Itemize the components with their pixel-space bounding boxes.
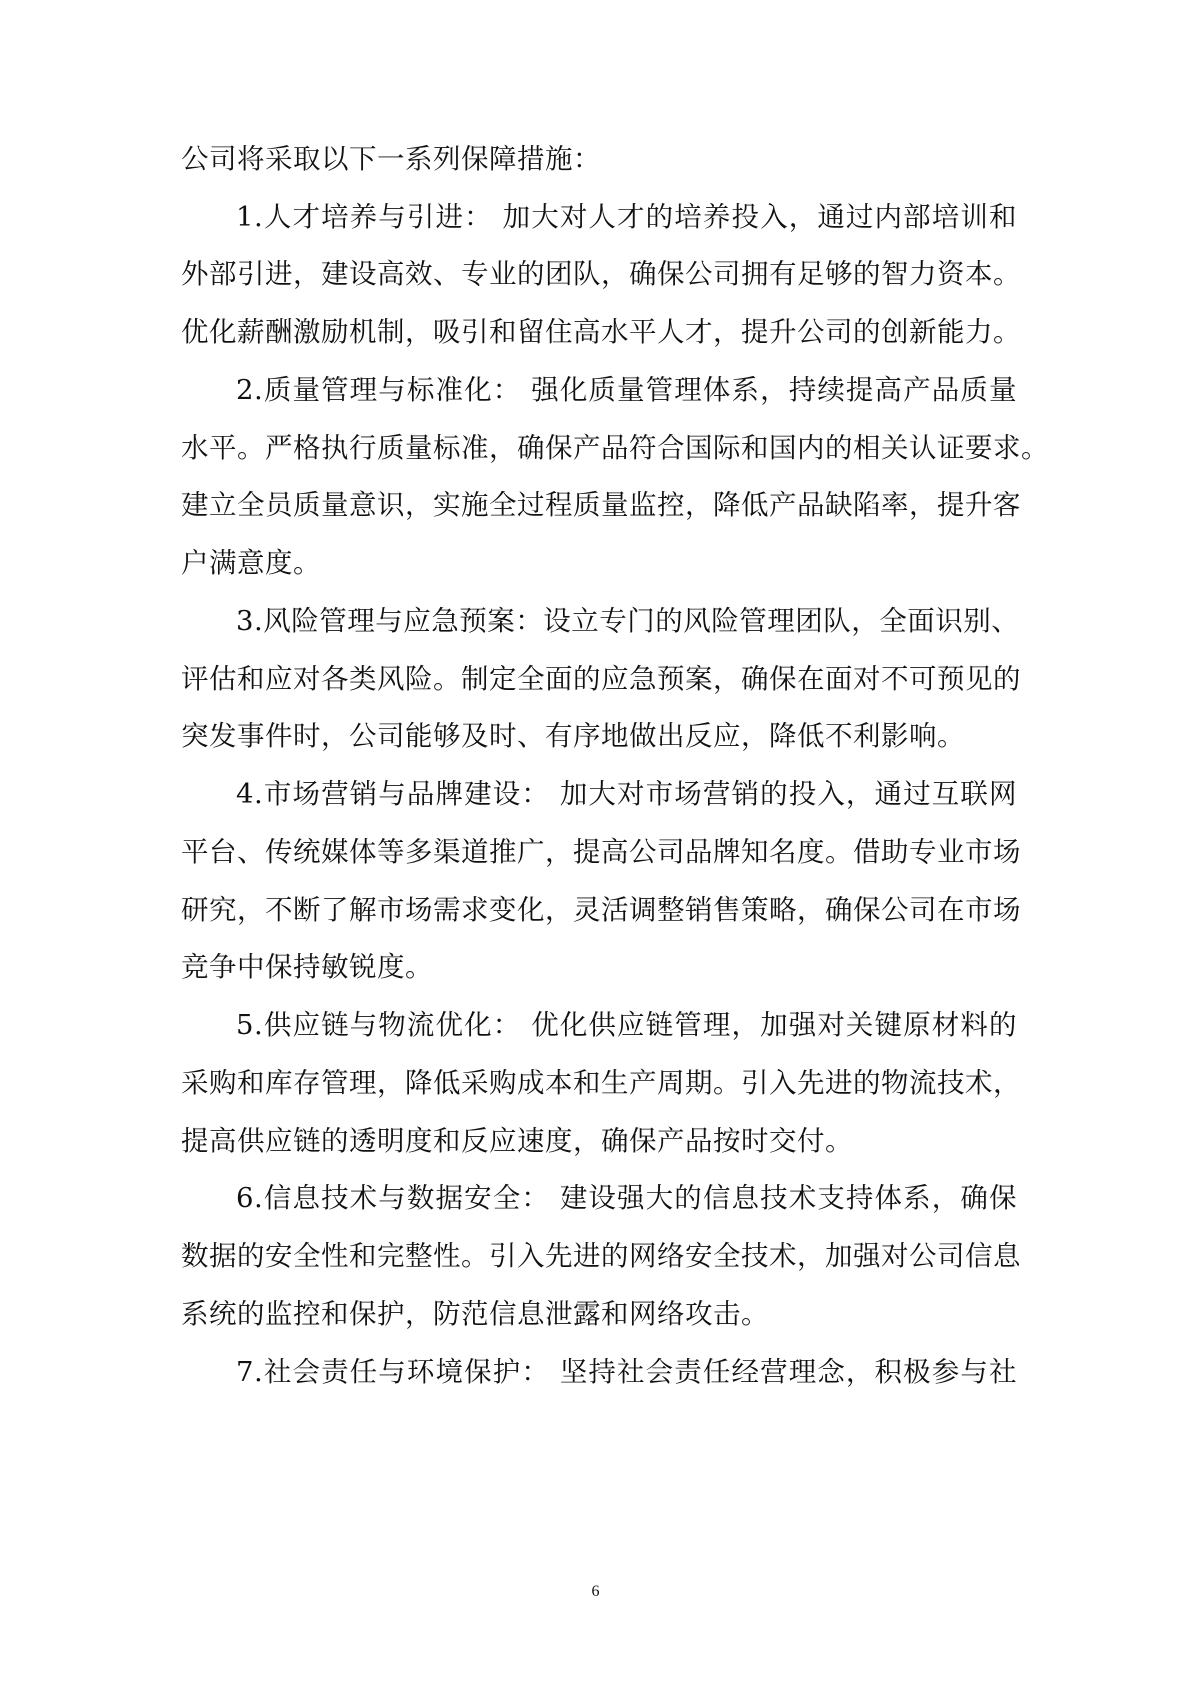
intro-line: 公司将采取以下一系列保障措施： xyxy=(181,143,601,175)
item-3-line-2: 评估和应对各类风险。制定全面的应急预案，确保在面对不可预见的 xyxy=(181,663,1021,695)
item-1-line-3: 优化薪酬激励机制，吸引和留住高水平人才，提升公司的创新能力。 xyxy=(181,316,1021,348)
item-4-line-1: 4.市场营销与品牌建设： 加大对市场营销的投入，通过互联网 xyxy=(236,778,1017,810)
item-2-line-4: 户满意度。 xyxy=(181,547,321,579)
item-2-line-2: 水平。严格执行质量标准，确保产品符合国际和国内的相关认证要求。 xyxy=(181,432,1049,464)
item-6-line-1: 6.信息技术与数据安全： 建设强大的信息技术支持体系，确保 xyxy=(236,1182,1017,1214)
item-4-line-3: 研究，不断了解市场需求变化，灵活调整销售策略，确保公司在市场 xyxy=(181,894,1021,926)
item-7-line-1: 7.社会责任与环境保护： 坚持社会责任经营理念，积极参与社 xyxy=(236,1356,1017,1388)
item-6-line-2: 数据的安全性和完整性。引入先进的网络安全技术，加强对公司信息 xyxy=(181,1240,1021,1272)
item-1-line-1: 1.人才培养与引进： 加大对人才的培养投入，通过内部培训和 xyxy=(236,201,1017,233)
item-5-line-3: 提高供应链的透明度和反应速度，确保产品按时交付。 xyxy=(181,1125,853,1157)
item-1-line-2: 外部引进，建设高效、专业的团队，确保公司拥有足够的智力资本。 xyxy=(181,258,1021,290)
item-3-line-3: 突发事件时，公司能够及时、有序地做出反应，降低不利影响。 xyxy=(181,720,965,752)
item-5-line-2: 采购和库存管理，降低采购成本和生产周期。引入先进的物流技术， xyxy=(181,1067,1021,1099)
item-2-line-3: 建立全员质量意识，实施全过程质量监控，降低产品缺陷率，提升客 xyxy=(181,489,1021,521)
item-3-line-1: 3.风险管理与应急预案：设立专门的风险管理团队，全面识别、 xyxy=(236,605,1020,637)
item-6-line-3: 系统的监控和保护，防范信息泄露和网络攻击。 xyxy=(181,1298,769,1330)
page-number: 6 xyxy=(591,1583,600,1600)
item-4-line-2: 平台、传统媒体等多渠道推广，提高公司品牌知名度。借助专业市场 xyxy=(181,836,1021,868)
item-2-line-1: 2.质量管理与标准化： 强化质量管理体系，持续提高产品质量 xyxy=(236,374,1017,406)
item-4-line-4: 竞争中保持敏锐度。 xyxy=(181,951,433,983)
item-5-line-1: 5.供应链与物流优化： 优化供应链管理，加强对关键原材料的 xyxy=(236,1009,1017,1041)
